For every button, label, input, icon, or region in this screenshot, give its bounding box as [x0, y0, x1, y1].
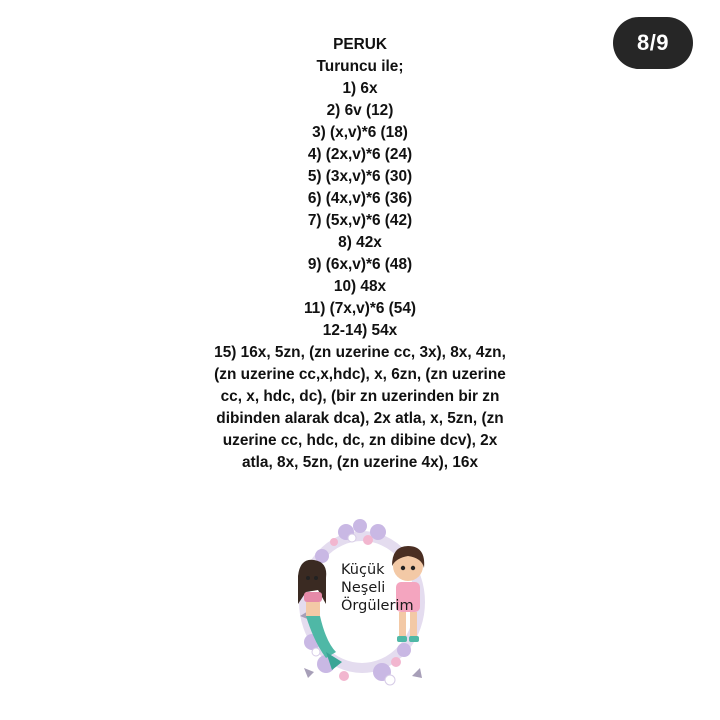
pattern-line: (zn uzerine cc,x,hdc), x, 6zn, (zn uzerine	[214, 366, 506, 383]
logo-word: Küçük	[341, 562, 385, 578]
brand-logo	[286, 512, 436, 688]
pattern-line: cc, x, hdc, dc), (bir zn uzerinden bir zn	[220, 388, 500, 405]
pattern-line: 1) 6x	[342, 80, 378, 97]
pattern-line: 12-14) 54x	[322, 322, 398, 339]
pattern-line: uzerine cc, hdc, dc, zn dibine dcv), 2x	[222, 432, 498, 449]
pattern-line: 5) (3x,v)*6 (30)	[307, 168, 413, 185]
pattern-line: 2) 6v (12)	[326, 102, 394, 119]
pattern-line: 9) (6x,v)*6 (48)	[307, 256, 413, 273]
pattern-line: dibinden alarak dca), 2x atla, x, 5zn, (zn	[216, 410, 504, 427]
logo-word: Neşeli	[341, 580, 386, 596]
pattern-line: 3) (x,v)*6 (18)	[312, 124, 408, 141]
pattern-line: 11) (7x,v)*6 (54)	[303, 300, 417, 317]
pattern-text	[0, 34, 720, 474]
pattern-line: 4) (2x,v)*6 (24)	[307, 146, 413, 163]
pattern-line: 10) 48x	[333, 278, 387, 295]
pattern-line: 7) (5x,v)*6 (42)	[307, 212, 413, 229]
pattern-line: 15) 16x, 5zn, (zn uzerine cc, 3x), 8x, 4zn,	[214, 344, 506, 361]
pattern-title: PERUK	[333, 36, 387, 53]
pattern-line: 6) (4x,v)*6 (36)	[307, 190, 413, 207]
pattern-line: atla, 8x, 5zn, (zn uzerine 4x), 16x	[241, 454, 479, 471]
slide-counter-badge: 8/9	[613, 17, 693, 69]
logo-word: Örgülerim	[341, 598, 414, 614]
logo-wordmark	[341, 561, 414, 615]
pattern-line: Turuncu ile;	[316, 58, 404, 75]
pattern-line: 8) 42x	[338, 234, 382, 251]
